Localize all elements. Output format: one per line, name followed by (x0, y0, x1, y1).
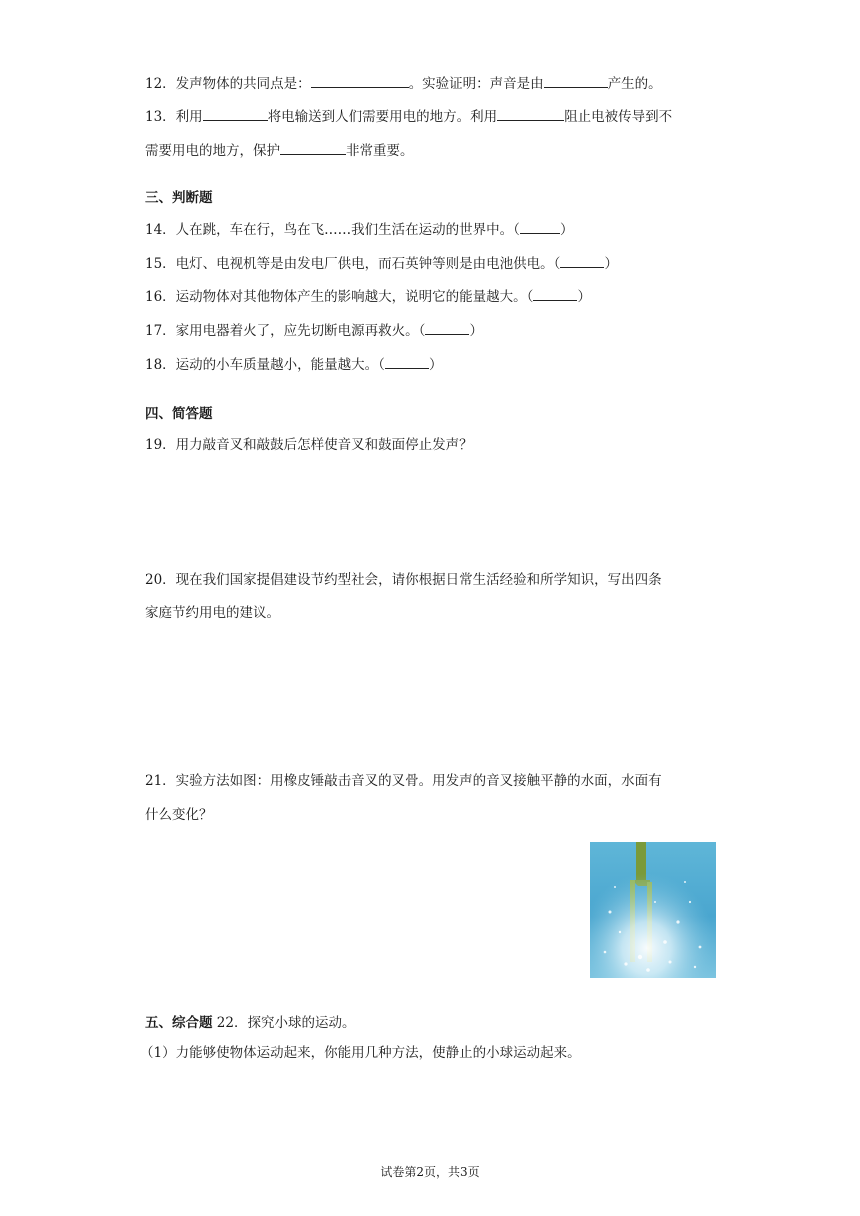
tuning-fork-in-water-photo (590, 842, 716, 978)
question-15 (145, 253, 618, 274)
question-22-part-1: （1）力能够使物体运动起来，你能用几种方法，使静止的小球运动起来。 (140, 1045, 581, 1061)
q16-blank (533, 286, 577, 301)
question-16 (145, 286, 591, 307)
q17-close: ） (469, 323, 483, 339)
q16-close: ） (577, 289, 591, 305)
q13-blank-3 (280, 140, 346, 155)
q17-blank (425, 320, 469, 335)
question-22: 22．探究小球的运动。 (216, 1015, 356, 1031)
q17-text: 17．家用电器着火了，应先切断电源再救火。（ (145, 323, 426, 339)
q18-blank (385, 354, 429, 369)
q12-text-c: 产生的。 (607, 76, 662, 92)
q13-text-d: 需要用电的地方，保护 (145, 143, 280, 159)
q15-text: 15．电灯、电视机等是由发电厂供电，而石英钟等则是由电池供电。（ (145, 256, 561, 272)
q13-text-c: 阻止电被传导到不 (564, 109, 673, 125)
q15-close: ） (604, 256, 618, 272)
question-17 (145, 320, 483, 341)
q13-blank-2 (497, 106, 564, 121)
question-20-line-1: 20．现在我们国家提倡建设节约型社会，请你根据日常生活经验和所学知识，写出四条 (145, 572, 662, 588)
q13-blank-1 (203, 106, 268, 121)
page-footer: 试卷第2页，共3页 (380, 1165, 480, 1179)
q12-text-a: 12．发声物体的共同点是： (145, 76, 311, 92)
section-5-line (145, 1013, 355, 1033)
question-21-line-1: 21．实验方法如图：用橡皮锤敲击音叉的叉骨。用发声的音叉接触平静的水面，水面有 (145, 773, 662, 789)
q16-text: 16．运动物体对其他物体产生的影响越大，说明它的能量越大。（ (145, 289, 534, 305)
q14-text: 14．人在跳，车在行，鸟在飞……我们生活在运动的世界中。（ (145, 222, 520, 238)
section-4-heading: 四、简答题 (145, 406, 213, 422)
question-13-line-1 (145, 106, 672, 127)
q15-blank (560, 253, 604, 268)
question-18 (145, 354, 442, 375)
section-3-heading: 三、判断题 (145, 190, 213, 206)
question-12 (145, 73, 662, 94)
q12-blank-2 (544, 73, 608, 88)
section-5-heading: 五、综合题 (145, 1015, 213, 1031)
question-21-line-2: 什么变化？ (145, 807, 213, 823)
q18-close: ） (428, 357, 443, 373)
q12-blank-1 (311, 73, 409, 88)
q13-text-e: 非常重要。 (346, 143, 414, 159)
q13-text-a: 13．利用 (145, 109, 203, 125)
q12-text-b: 。实验证明：声音是由 (408, 76, 544, 92)
question-19: 19．用力敲音叉和敲鼓后怎样使音叉和鼓面停止发声？ (145, 437, 473, 453)
q13-text-b: 将电输送到人们需要用电的地方。利用 (267, 109, 498, 125)
question-14 (145, 219, 573, 240)
q18-text: 18．运动的小车质量越小，能量越大。（ (145, 357, 385, 373)
question-13-line-2 (145, 140, 414, 161)
q14-blank (520, 219, 560, 234)
question-20-line-2: 家庭节约用电的建议。 (145, 605, 280, 621)
q14-close: ） (559, 222, 574, 238)
